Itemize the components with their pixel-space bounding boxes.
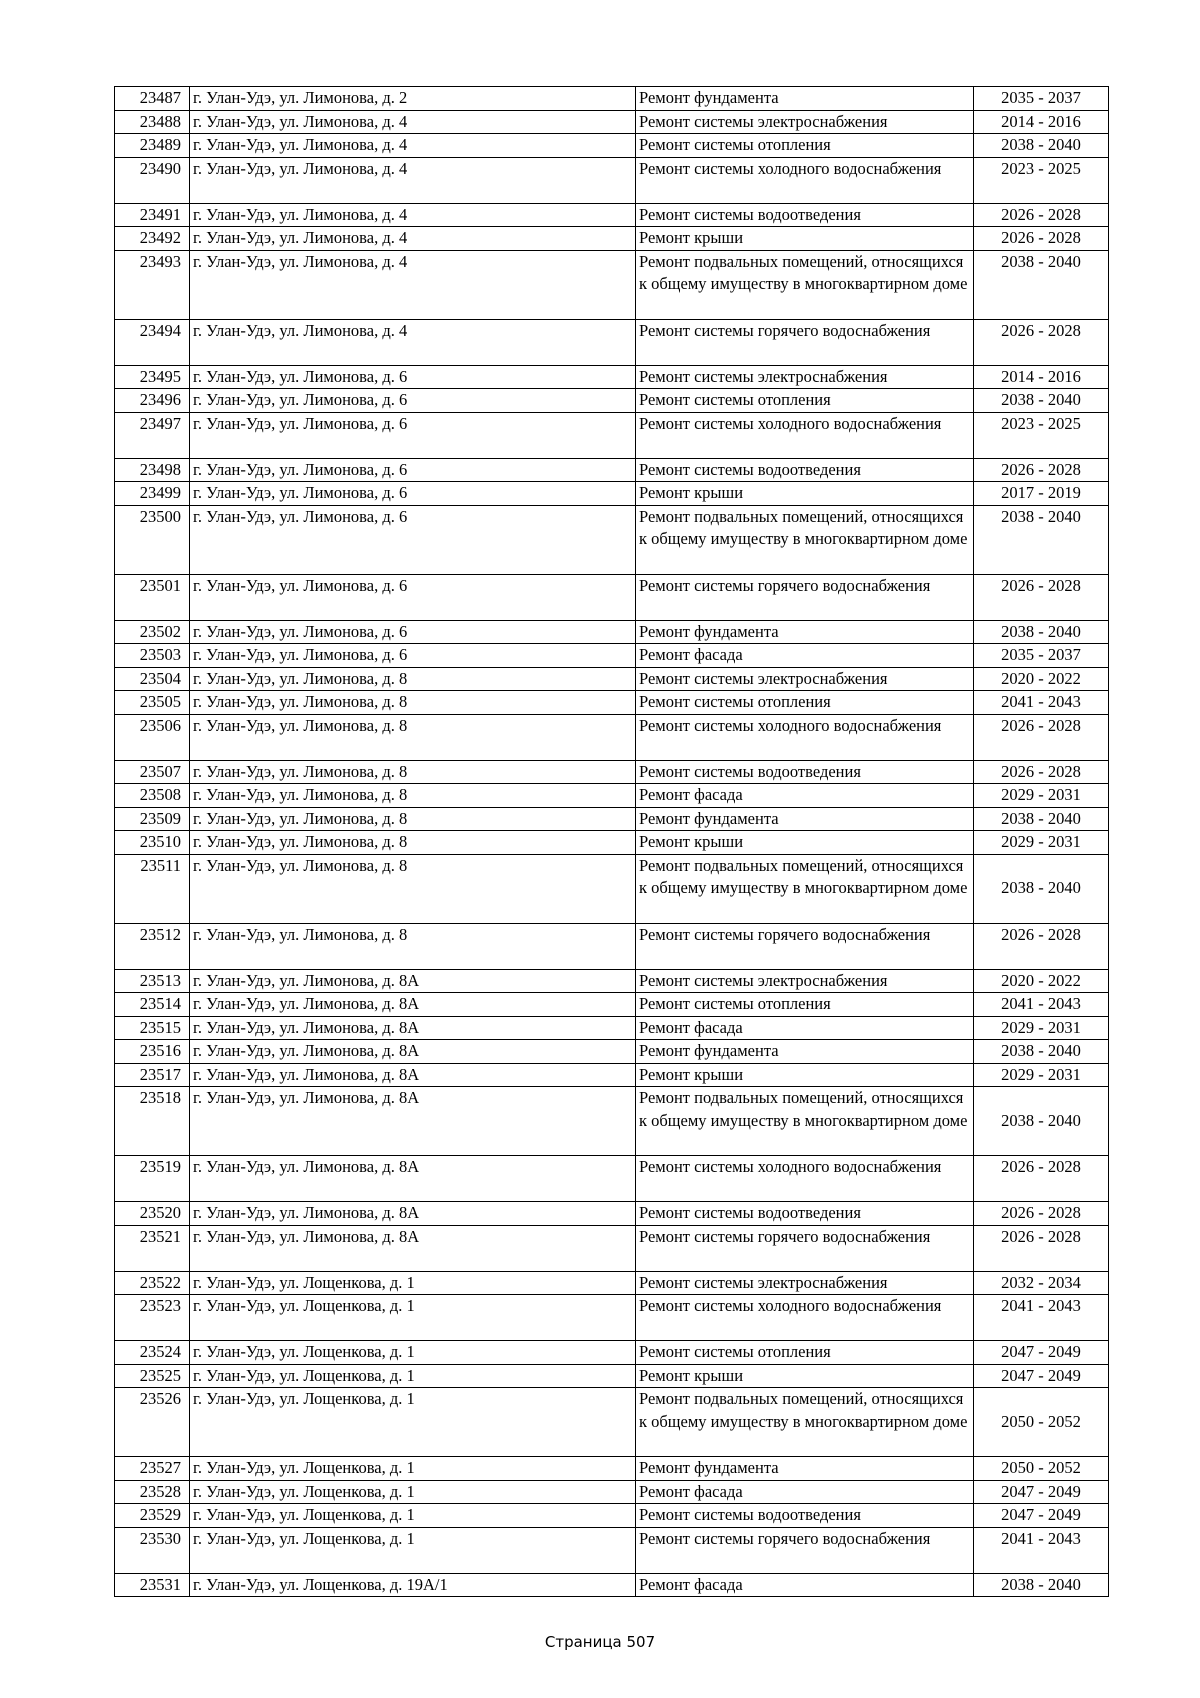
period-cell: 2050 - 2052: [974, 1457, 1109, 1481]
row-number-cell: 23531: [115, 1573, 190, 1597]
repair-schedule-table: [114, 86, 1109, 1597]
table-row: [115, 134, 1109, 158]
row-number-cell: 23488: [115, 110, 190, 134]
work-type-cell: Ремонт крыши: [636, 1063, 974, 1087]
address-cell: г. Улан-Удэ, ул. Лимонова, д. 8А: [190, 1156, 636, 1202]
address-cell: г. Улан-Удэ, ул. Лимонова, д. 6: [190, 389, 636, 413]
table-row: [115, 1016, 1109, 1040]
period-cell: 2014 - 2016: [974, 365, 1109, 389]
address-cell: г. Улан-Удэ, ул. Лимонова, д. 8А: [190, 1063, 636, 1087]
address-cell: г. Улан-Удэ, ул. Лощенкова, д. 1: [190, 1364, 636, 1388]
repair-schedule-sheet: [114, 86, 1108, 1597]
address-cell: г. Улан-Удэ, ул. Лощенкова, д. 1: [190, 1480, 636, 1504]
address-cell: г. Улан-Удэ, ул. Лимонова, д. 6: [190, 505, 636, 574]
address-cell: г. Улан-Удэ, ул. Лимонова, д. 6: [190, 412, 636, 458]
address-cell: г. Улан-Удэ, ул. Лимонова, д. 8А: [190, 1040, 636, 1064]
work-type-cell: Ремонт системы холодного водоснабжения: [636, 157, 974, 203]
address-cell: г. Улан-Удэ, ул. Лимонова, д. 8А: [190, 993, 636, 1017]
address-cell: г. Улан-Удэ, ул. Лощенкова, д. 1: [190, 1388, 636, 1457]
address-cell: г. Улан-Удэ, ул. Лимонова, д. 4: [190, 250, 636, 319]
work-type-cell: Ремонт фундамента: [636, 1040, 974, 1064]
row-number-cell: 23528: [115, 1480, 190, 1504]
table-row: [115, 1573, 1109, 1597]
table-row: [115, 458, 1109, 482]
table-row: [115, 1364, 1109, 1388]
table-row: [115, 319, 1109, 365]
address-cell: г. Улан-Удэ, ул. Лощенкова, д. 1: [190, 1504, 636, 1528]
work-type-cell: Ремонт крыши: [636, 1364, 974, 1388]
period-cell: 2032 - 2034: [974, 1271, 1109, 1295]
period-cell: 2020 - 2022: [974, 667, 1109, 691]
row-number-cell: 23500: [115, 505, 190, 574]
table-row: [115, 969, 1109, 993]
address-cell: г. Улан-Удэ, ул. Лимонова, д. 8А: [190, 1016, 636, 1040]
address-cell: г. Улан-Удэ, ул. Лимонова, д. 8: [190, 691, 636, 715]
work-type-cell: Ремонт подвальных помещений, относящихся к общему имуществу в многоквартирном доме: [636, 1087, 974, 1156]
address-cell: г. Улан-Удэ, ул. Лощенкова, д. 1: [190, 1271, 636, 1295]
period-cell: 2041 - 2043: [974, 1295, 1109, 1341]
work-type-cell: Ремонт системы электроснабжения: [636, 365, 974, 389]
address-cell: г. Улан-Удэ, ул. Лимонова, д. 8: [190, 760, 636, 784]
row-number-cell: 23512: [115, 923, 190, 969]
work-type-cell: Ремонт системы водоотведения: [636, 760, 974, 784]
address-cell: г. Улан-Удэ, ул. Лимонова, д. 8: [190, 807, 636, 831]
period-cell: 2029 - 2031: [974, 1063, 1109, 1087]
address-cell: г. Улан-Удэ, ул. Лимонова, д. 8: [190, 714, 636, 760]
table-row: [115, 620, 1109, 644]
table-row: [115, 784, 1109, 808]
row-number-cell: 23494: [115, 319, 190, 365]
table-row: [115, 574, 1109, 620]
row-number-cell: 23514: [115, 993, 190, 1017]
row-number-cell: 23516: [115, 1040, 190, 1064]
row-number-cell: 23513: [115, 969, 190, 993]
row-number-cell: 23530: [115, 1527, 190, 1573]
row-number-cell: 23502: [115, 620, 190, 644]
row-number-cell: 23524: [115, 1341, 190, 1365]
address-cell: г. Улан-Удэ, ул. Лимонова, д. 4: [190, 203, 636, 227]
table-row: [115, 831, 1109, 855]
period-cell: 2047 - 2049: [974, 1480, 1109, 1504]
work-type-cell: Ремонт фасада: [636, 644, 974, 668]
work-type-cell: Ремонт системы холодного водоснабжения: [636, 1295, 974, 1341]
work-type-cell: Ремонт системы отопления: [636, 993, 974, 1017]
table-row: [115, 505, 1109, 574]
work-type-cell: Ремонт системы горячего водоснабжения: [636, 574, 974, 620]
period-cell: 2026 - 2028: [974, 1202, 1109, 1226]
table-row: [115, 854, 1109, 923]
work-type-cell: Ремонт системы отопления: [636, 1341, 974, 1365]
address-cell: г. Улан-Удэ, ул. Лимонова, д. 8: [190, 831, 636, 855]
table-row: [115, 1341, 1109, 1365]
period-cell: 2026 - 2028: [974, 458, 1109, 482]
address-cell: г. Улан-Удэ, ул. Лимонова, д. 6: [190, 482, 636, 506]
address-cell: г. Улан-Удэ, ул. Лимонова, д. 8А: [190, 1202, 636, 1226]
period-cell: 2047 - 2049: [974, 1364, 1109, 1388]
table-row: [115, 714, 1109, 760]
period-cell: 2038 - 2040: [974, 807, 1109, 831]
period-cell: 2038 - 2040: [974, 620, 1109, 644]
address-cell: г. Улан-Удэ, ул. Лощенкова, д. 19А/1: [190, 1573, 636, 1597]
period-cell: 2023 - 2025: [974, 157, 1109, 203]
work-type-cell: Ремонт фасада: [636, 1016, 974, 1040]
work-type-cell: Ремонт системы отопления: [636, 691, 974, 715]
row-number-cell: 23489: [115, 134, 190, 158]
table-row: [115, 1202, 1109, 1226]
address-cell: г. Улан-Удэ, ул. Лимонова, д. 8: [190, 854, 636, 923]
work-type-cell: Ремонт фундамента: [636, 1457, 974, 1481]
table-row: [115, 1457, 1109, 1481]
period-cell: 2014 - 2016: [974, 110, 1109, 134]
period-cell: 2041 - 2043: [974, 691, 1109, 715]
page-number: Страница 507: [544, 1633, 656, 1651]
row-number-cell: 23520: [115, 1202, 190, 1226]
address-cell: г. Улан-Удэ, ул. Лимонова, д. 4: [190, 110, 636, 134]
table-row: [115, 227, 1109, 251]
row-number-cell: 23507: [115, 760, 190, 784]
period-cell: 2041 - 2043: [974, 1527, 1109, 1573]
address-cell: г. Улан-Удэ, ул. Лимонова, д. 6: [190, 458, 636, 482]
table-row: [115, 1156, 1109, 1202]
row-number-cell: 23525: [115, 1364, 190, 1388]
address-cell: г. Улан-Удэ, ул. Лимонова, д. 6: [190, 644, 636, 668]
row-number-cell: 23517: [115, 1063, 190, 1087]
work-type-cell: Ремонт системы горячего водоснабжения: [636, 1527, 974, 1573]
row-number-cell: 23498: [115, 458, 190, 482]
row-number-cell: 23508: [115, 784, 190, 808]
period-cell: 2026 - 2028: [974, 574, 1109, 620]
period-cell: 2026 - 2028: [974, 1156, 1109, 1202]
address-cell: г. Улан-Удэ, ул. Лимонова, д. 6: [190, 620, 636, 644]
table-row: [115, 691, 1109, 715]
work-type-cell: Ремонт крыши: [636, 831, 974, 855]
table-row: [115, 157, 1109, 203]
row-number-cell: 23518: [115, 1087, 190, 1156]
work-type-cell: Ремонт системы горячего водоснабжения: [636, 1225, 974, 1271]
table-row: [115, 1480, 1109, 1504]
row-number-cell: 23523: [115, 1295, 190, 1341]
row-number-cell: 23510: [115, 831, 190, 855]
work-type-cell: Ремонт системы холодного водоснабжения: [636, 1156, 974, 1202]
address-cell: г. Улан-Удэ, ул. Лимонова, д. 4: [190, 157, 636, 203]
table-row: [115, 110, 1109, 134]
row-number-cell: 23497: [115, 412, 190, 458]
address-cell: г. Улан-Удэ, ул. Лощенкова, д. 1: [190, 1295, 636, 1341]
table-row: [115, 1295, 1109, 1341]
work-type-cell: Ремонт системы электроснабжения: [636, 1271, 974, 1295]
row-number-cell: 23529: [115, 1504, 190, 1528]
table-row: [115, 1225, 1109, 1271]
period-cell: 2038 - 2040: [974, 134, 1109, 158]
period-cell: 2035 - 2037: [974, 87, 1109, 111]
address-cell: г. Улан-Удэ, ул. Лимонова, д. 8: [190, 923, 636, 969]
period-cell: 2038 - 2040: [974, 389, 1109, 413]
period-cell: 2026 - 2028: [974, 760, 1109, 784]
period-cell: 2026 - 2028: [974, 714, 1109, 760]
address-cell: г. Улан-Удэ, ул. Лощенкова, д. 1: [190, 1341, 636, 1365]
row-number-cell: 23511: [115, 854, 190, 923]
address-cell: г. Улан-Удэ, ул. Лимонова, д. 2: [190, 87, 636, 111]
period-cell: 2038 - 2040: [974, 250, 1109, 319]
period-cell: 2029 - 2031: [974, 831, 1109, 855]
work-type-cell: Ремонт системы электроснабжения: [636, 969, 974, 993]
table-row: [115, 87, 1109, 111]
table-row: [115, 389, 1109, 413]
table-row: [115, 365, 1109, 389]
address-cell: г. Улан-Удэ, ул. Лимонова, д. 8А: [190, 1225, 636, 1271]
row-number-cell: 23505: [115, 691, 190, 715]
work-type-cell: Ремонт фасада: [636, 1573, 974, 1597]
row-number-cell: 23504: [115, 667, 190, 691]
work-type-cell: Ремонт подвальных помещений, относящихся к общему имуществу в многоквартирном доме: [636, 505, 974, 574]
address-cell: г. Улан-Удэ, ул. Лимонова, д. 6: [190, 574, 636, 620]
table-row: [115, 412, 1109, 458]
row-number-cell: 23499: [115, 482, 190, 506]
address-cell: г. Улан-Удэ, ул. Лимонова, д. 4: [190, 134, 636, 158]
row-number-cell: 23515: [115, 1016, 190, 1040]
table-row: [115, 993, 1109, 1017]
work-type-cell: Ремонт фундамента: [636, 87, 974, 111]
row-number-cell: 23495: [115, 365, 190, 389]
work-type-cell: Ремонт фундамента: [636, 807, 974, 831]
row-number-cell: 23503: [115, 644, 190, 668]
address-cell: г. Улан-Удэ, ул. Лимонова, д. 8: [190, 784, 636, 808]
period-cell: 2026 - 2028: [974, 227, 1109, 251]
row-number-cell: 23506: [115, 714, 190, 760]
work-type-cell: Ремонт подвальных помещений, относящихся к общему имуществу в многоквартирном доме: [636, 250, 974, 319]
address-cell: г. Улан-Удэ, ул. Лощенкова, д. 1: [190, 1457, 636, 1481]
row-number-cell: 23509: [115, 807, 190, 831]
row-number-cell: 23527: [115, 1457, 190, 1481]
period-cell: 2029 - 2031: [974, 784, 1109, 808]
table-row: [115, 760, 1109, 784]
period-cell: 2041 - 2043: [974, 993, 1109, 1017]
period-cell: 2038 - 2040: [974, 1573, 1109, 1597]
work-type-cell: Ремонт крыши: [636, 482, 974, 506]
work-type-cell: Ремонт системы отопления: [636, 134, 974, 158]
period-cell: 2020 - 2022: [974, 969, 1109, 993]
table-row: [115, 667, 1109, 691]
address-cell: г. Улан-Удэ, ул. Лимонова, д. 8А: [190, 969, 636, 993]
table-row: [115, 1087, 1109, 1156]
work-type-cell: Ремонт системы горячего водоснабжения: [636, 319, 974, 365]
work-type-cell: Ремонт системы водоотведения: [636, 458, 974, 482]
address-cell: г. Улан-Удэ, ул. Лимонова, д. 4: [190, 319, 636, 365]
row-number-cell: 23526: [115, 1388, 190, 1457]
table-row: [115, 1040, 1109, 1064]
table-row: [115, 807, 1109, 831]
period-cell: 2029 - 2031: [974, 1016, 1109, 1040]
table-row: [115, 923, 1109, 969]
period-cell: 2017 - 2019: [974, 482, 1109, 506]
work-type-cell: Ремонт системы электроснабжения: [636, 667, 974, 691]
row-number-cell: 23519: [115, 1156, 190, 1202]
address-cell: г. Улан-Удэ, ул. Лимонова, д. 6: [190, 365, 636, 389]
period-cell: 2038 - 2040: [974, 1087, 1109, 1156]
row-number-cell: 23492: [115, 227, 190, 251]
work-type-cell: Ремонт системы горячего водоснабжения: [636, 923, 974, 969]
work-type-cell: Ремонт подвальных помещений, относящихся к общему имуществу в многоквартирном доме: [636, 854, 974, 923]
period-cell: 2038 - 2040: [974, 505, 1109, 574]
period-cell: 2026 - 2028: [974, 319, 1109, 365]
period-cell: 2038 - 2040: [974, 1040, 1109, 1064]
row-number-cell: 23501: [115, 574, 190, 620]
row-number-cell: 23496: [115, 389, 190, 413]
table-row: [115, 482, 1109, 506]
work-type-cell: Ремонт системы водоотведения: [636, 1202, 974, 1226]
work-type-cell: Ремонт системы холодного водоснабжения: [636, 412, 974, 458]
work-type-cell: Ремонт системы электроснабжения: [636, 110, 974, 134]
work-type-cell: Ремонт подвальных помещений, относящихся к общему имуществу в многоквартирном доме: [636, 1388, 974, 1457]
table-row: [115, 203, 1109, 227]
work-type-cell: Ремонт фундамента: [636, 620, 974, 644]
table-row: [115, 1527, 1109, 1573]
period-cell: 2050 - 2052: [974, 1388, 1109, 1457]
table-body: [115, 87, 1109, 1597]
table-row: [115, 250, 1109, 319]
period-cell: 2038 - 2040: [974, 854, 1109, 923]
address-cell: г. Улан-Удэ, ул. Лимонова, д. 4: [190, 227, 636, 251]
table-row: [115, 1504, 1109, 1528]
table-row: [115, 1388, 1109, 1457]
table-row: [115, 1063, 1109, 1087]
period-cell: 2047 - 2049: [974, 1341, 1109, 1365]
work-type-cell: Ремонт системы отопления: [636, 389, 974, 413]
address-cell: г. Улан-Удэ, ул. Лощенкова, д. 1: [190, 1527, 636, 1573]
work-type-cell: Ремонт системы водоотведения: [636, 203, 974, 227]
table-row: [115, 644, 1109, 668]
period-cell: 2047 - 2049: [974, 1504, 1109, 1528]
row-number-cell: 23521: [115, 1225, 190, 1271]
row-number-cell: 23493: [115, 250, 190, 319]
work-type-cell: Ремонт фасада: [636, 1480, 974, 1504]
address-cell: г. Улан-Удэ, ул. Лимонова, д. 8: [190, 667, 636, 691]
period-cell: 2026 - 2028: [974, 923, 1109, 969]
period-cell: 2023 - 2025: [974, 412, 1109, 458]
work-type-cell: Ремонт системы холодного водоснабжения: [636, 714, 974, 760]
row-number-cell: 23522: [115, 1271, 190, 1295]
period-cell: 2035 - 2037: [974, 644, 1109, 668]
work-type-cell: Ремонт крыши: [636, 227, 974, 251]
work-type-cell: Ремонт системы водоотведения: [636, 1504, 974, 1528]
row-number-cell: 23491: [115, 203, 190, 227]
table-row: [115, 1271, 1109, 1295]
work-type-cell: Ремонт фасада: [636, 784, 974, 808]
address-cell: г. Улан-Удэ, ул. Лимонова, д. 8А: [190, 1087, 636, 1156]
period-cell: 2026 - 2028: [974, 203, 1109, 227]
period-cell: 2026 - 2028: [974, 1225, 1109, 1271]
row-number-cell: 23487: [115, 87, 190, 111]
row-number-cell: 23490: [115, 157, 190, 203]
